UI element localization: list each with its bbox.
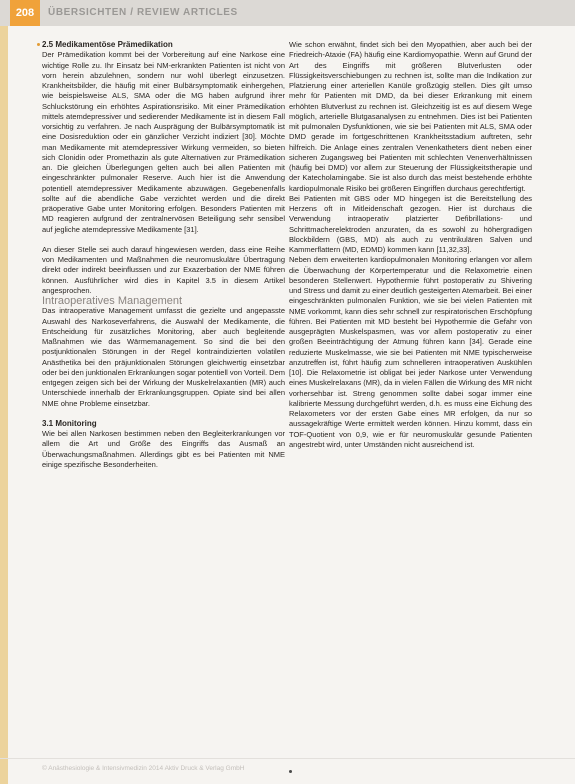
header-bar — [0, 0, 575, 26]
footer-divider — [0, 758, 575, 759]
footer-copyright: © Anästhesiologie & Intensivmedizin 2014 Aktiv Druck & Verlag GmbH — [42, 765, 245, 772]
section-3-1-paragraph: Wie bei allen Narkosen bestimmen neben den Begleiterkrankungen vor allem die Art und Größe des Eingriffs das Ausmaß an Überwachungsmaßnahmen. Allerdings gibt es bei Patienten mit NME einige spezifische Besonderheiten. — [42, 429, 285, 469]
right-paragraph-1: Wie schon erwähnt, findet sich bei den Myopathien, aber auch bei der Friedreich-Ataxie (FA) häufig eine Kardiomyopathie. Wenn auf Grund der Art des Eingriffs mit größeren Blutverlusten oder Flüssigkeitsverschiebungen zu rechnen ist, sollte man die Indikation zur Platzierung einer arteriellen Kanüle großzügig stellen. Dies gilt umso mehr für Patienten mit DMD, da bei dieser Erkrankung mit einem erhöhten Blutverlust zu rechnen ist. Gleichzeitig ist es auf diesem Wege möglich, arterielle Blutgasanalysen zu entnehmen. Dies ist bei Patienten mit pulmonalen Dysfunktionen, wie sie bei Patienten mit ALS, SMA oder DMD gerade im fortgeschrittenen Krankheitsstadium auftreten, sehr hilfreich. Die Anlage eines zentralen Venenkatheters dient neben einer sicheren Zugangsweg bei Patienten mit schlechten Venenverhältnissen (häufig bei DMD) vor allem zur Steuerung der Flüssigkeitstherapie und der Katecholamingabe. Sie ist also durch das meist bestehende erhöhte kardiopulmonale Risiko bei größeren Eingriffen durchaus gerechtfertigt. — [289, 40, 532, 193]
right-paragraph-3: Neben dem erweiterten kardiopulmonalen Monitoring erlangen vor allem die Überwachung der Körpertemperatur und die Relaxometrie einen besonderen Stellenwert. Hypothermie führt postoperativ zu Shivering und Stress und damit zu einer deutlich gesteigerten Atemarbeit. Bei einer eingeschränkten pulmonalen Funktion, wie sie bei vielen Patienten mit NME vorkommt, kann dies sehr schnell zur respiratorischen Erschöpfung führen. Bei Patienten mit MD besteht bei Hypothermie die Gefahr von ausgeprägten Muskelspasmen, was vor allem postoperativ zu einer großen Beeinträchtigung der Atmung führen kann [34]. Gerade eine reduzierte Muskelmasse, wie sie bei Patienten mit NME typischerweise anzutreffen ist, führt häufig zum schnelleren intraoperativen Auskühlen [10]. Die Relaxometrie ist obligat bei jeder Narkose unter Verwendung eines Muskelrelaxans (MR), da in vielen Fällen die Wirkung des MR nicht vorhersehbar ist. Streng genommen sollte dabei sogar immer eine kalibrierte Messung durchgeführt werden, d.h. es muss eine Eichung des Relaxometers vor der ersten Gabe eines MR erfolgen, da nur so aussagekräftige Werte ermittelt werden können. Hinzu kommt, dass ein TOF-Quotient von 0,9, wie er für neuromuskulär gesunde Patienten angestrebt wird, unter Umständen nicht ausreichend ist. — [289, 255, 533, 449]
left-column — [42, 40, 285, 470]
section-2-5-paragraph-2: An dieser Stelle sei auch darauf hingewiesen werden, dass eine Reihe von Medikamenten und Maßnahmen die neuromuskuläre Übertragung direkt oder indirekt beeinflussen und zur Exazerbation der NME führen können. Ausführlicher wird dies in Kapitel 3.5 in diesem Artikel angesprochen. — [42, 244, 285, 295]
page-number: 208 — [10, 0, 40, 26]
sidebar-accent — [0, 26, 8, 784]
section-3-1-title: 3.1 Monitoring — [42, 418, 97, 428]
section-2-5-paragraph-1: Der Prämedikation kommt bei der Vorbereitung auf eine Narkose eine wichtige Rolle zu. Ihr Einsatz bei NM-erkrankten Patienten ist nicht von vorn herein abzulehnen, sondern nur wohl überlegt einzusetzen. Krankheitsbilder, die häufig mit einer Bulbärsymptomatik einhergehen, wie beispielsweise ALS, SMA oder die MG haben aufgrund ihrer Schluckstörung ein erhöhtes Aspirationsrisiko. Mit einer Prämedikation mittels atemdepressiver und sedierender Medikamente ist in diesem Fall vorsichtig zu verfahren. Je nach Ausprägung der Bulbärsymptomatik ist eine Dosisreduktion oder ein gänzlicher Verzicht indiziert [30]. Möchte man Medikamente mit atemdepressiver Wirkung vermeiden, so bieten sich Clonidin oder Promethazin als gute Alternativen zur Prämedikation an. Die gleichen Überlegungen gelten auch bei allen Patienten mit eingeschränkter pulmonaler Reserve. Auch hier ist die Anwendung potentiell atemdepressiver Medikamente abzuwägen. Gegebenenfalls sollte auf die abendliche Gabe verzichtet werden und die direkt präoperative Gabe unter Monitoring erfolgen. Besonders Patienten mit MD reagieren aufgrund der zentralnervösen Beteiligung sehr sensibel auf jegliche atemdepressive Medikamente [31]. — [42, 50, 285, 234]
section-2-5-title: 2.5 Medikamentöse Prämedikation — [42, 40, 173, 49]
intraop-heading: Intraoperatives Management — [42, 295, 183, 307]
right-column — [289, 40, 532, 450]
section-label: ÜBERSICHTEN / REVIEW ARTICLES — [48, 7, 238, 18]
page-dot — [289, 770, 292, 773]
right-paragraph-2: Bei Patienten mit GBS oder MD hingegen ist die Bereitstellung des Herzens oft in Mitleidenschaft gezogen. Hier ist durchaus die Verwendung intraoperativ platzierter Defibrillations- und Schrittmacherelektroden anzuraten, da es sowohl zu höhergradigen Blockbildern (GBS, MD) als auch zu ventrikulären Salven und Kammerflattern (MD, EDMD) kommen kann [11,32,33]. — [289, 193, 532, 254]
intraop-paragraph: Das intraoperative Management umfasst die gezielte und angepasste Auswahl des Narkoseverfahrens, die Auswahl der Medikamente, die Entscheidung für zusätzliches Monitoring, aber auch begleitende Maßnahmen wie das Wärmemanagement. So sind die bei den postjunktionalen Störungen in der Regel kontraindizierten volatilen Anästhetika bei den präjunktionalen Störungen gleichwertig einsetzbar oder bei den junktionalen Erkrankungen sogar potentiell von Vorteil. Dem entgegen zeigen sich bei der Wirkung der Muskelrelaxantien (MR) auch Unterschiede innerhalb der Erkrankungsgruppen. Opiate sind bei allen NME ohne Probleme einsetzbar. — [42, 306, 285, 408]
section-marker — [37, 43, 40, 46]
